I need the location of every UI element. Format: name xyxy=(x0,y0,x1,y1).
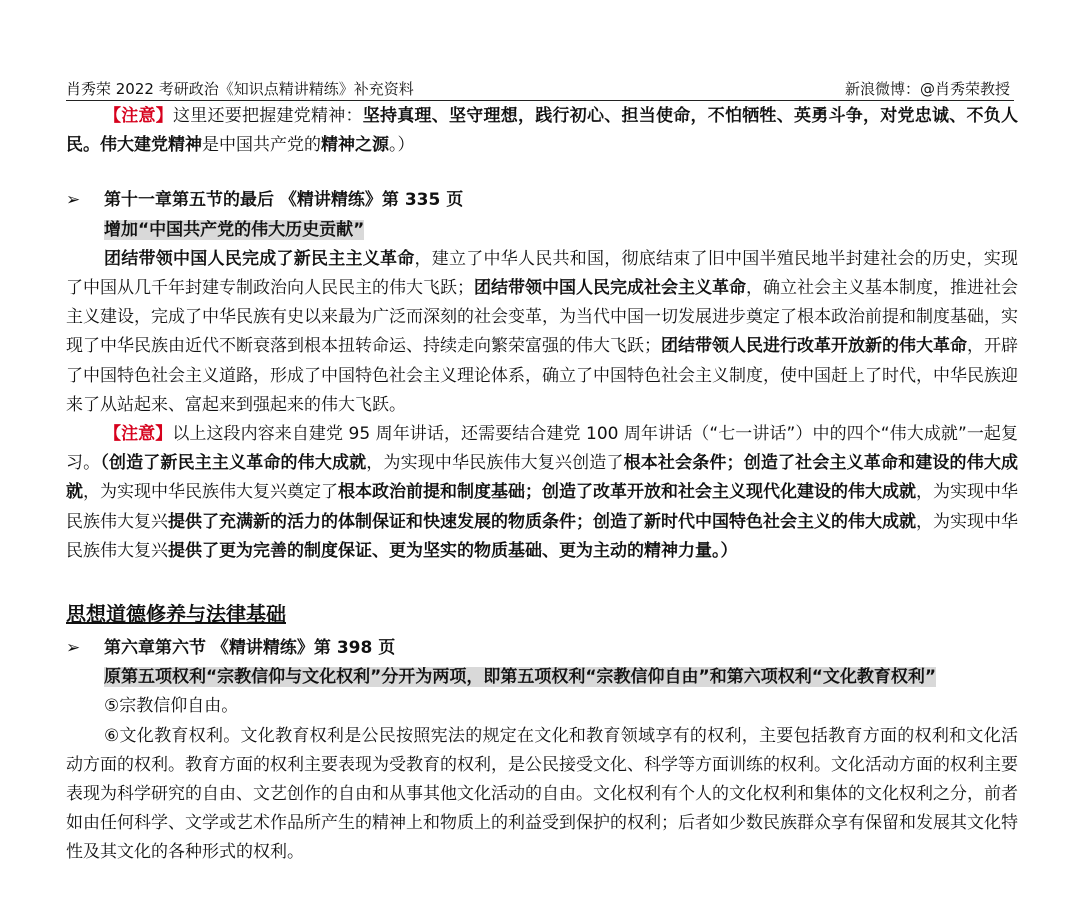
header-left-text: 肖秀荣 2022 考研政治《知识点精讲精练》补充资料 xyxy=(66,80,414,98)
list-item-5: ⑤宗教信仰自由。 xyxy=(104,696,239,717)
text: 以上这段内容来自建党 95 周年讲话，还需要结合建党 100 周年讲话（“七一讲话”）中的四个“伟大成就”一起复习。 xyxy=(66,424,1019,474)
note-paragraph-2 xyxy=(66,420,1018,566)
bold-text: 根本政治前提和制度基础；创造了改革开放和社会主义现代化建设的伟大成就 xyxy=(338,482,916,503)
page-header xyxy=(66,74,1014,101)
section-title: 思想道德修养与法律基础 xyxy=(66,602,286,627)
bold-text: 提供了更为完善的制度保证、更为坚实的物质基础、更为主动的精神力量。） xyxy=(168,540,738,561)
bold-text: （创造了新民主主义革命的伟大成就 xyxy=(100,453,367,474)
text: ，为实现中华民族伟大复兴 xyxy=(66,482,1018,532)
header-right-text: 新浪微博：@肖秀荣教授 xyxy=(844,80,1010,98)
arrow-bullet-icon: ➢ xyxy=(66,190,81,211)
arrow-bullet-icon: ➢ xyxy=(66,638,81,659)
text: ，开辟了中国特色社会主义道路，形成了中国特色社会主义理论体系，确立了中国特色社会主义制度，使中国赶上了时代，中华民族迎来了从站起来、富起来到强起来的伟大飞跃。 xyxy=(66,336,1018,415)
text: 是中国共产党的 xyxy=(202,135,321,156)
text: 这里还要把握建党精神： xyxy=(173,106,363,126)
bold-text: 提供了充满新的活力的体制保证和快速发展的物质条件；创造了新时代中国特色社会主义的伟大成就 xyxy=(168,511,916,532)
bullet-heading-2 xyxy=(66,634,1018,663)
body-paragraph-1 xyxy=(66,245,1018,420)
text: ，为实现中华民族伟大复兴 xyxy=(66,511,1018,561)
note-tag: 【注意】 xyxy=(104,424,173,445)
bullet-heading-1 xyxy=(66,186,1018,215)
text: 。） xyxy=(389,135,415,156)
bold-text: 团结带领中国人民完成了新民主主义革命 xyxy=(104,248,415,269)
bold-text: 团结带领人民进行改革开放新的伟大革命 xyxy=(661,336,967,357)
text: ，为实现中华民族伟大复兴创造了 xyxy=(366,453,624,474)
text: ，确立社会主义基本制度，推进社会主义建设，完成了中华民族有史以来最为广泛而深刻的社会变革，为当代中国一切发展进步奠定了根本政治前提和制度基础，实现了中华民族由近代不断衰落到根本扭转命运、持续走向繁荣富强的伟大飞跃； xyxy=(66,278,1018,357)
bold-text: 根本社会条件；创造了社会主义革命和建设的伟大成就 xyxy=(66,453,1019,503)
bullet-subtitle-1 xyxy=(66,216,1018,245)
bold-text: 精神之源 xyxy=(321,135,389,156)
highlighted-subtitle: 原第五项权利“宗教信仰与文化权利”分开为两项，即第五项权利“宗教信仰自由”和第六项权利“文化教育权利” xyxy=(104,667,937,688)
document-body xyxy=(66,102,1018,868)
note-tag: 【注意】 xyxy=(104,106,173,126)
bold-text: 坚持真理、坚守理想，践行初心、担当使命，不怕牺牲、英勇斗争，对党忠诚、不负人民。伟大建党精神 xyxy=(66,106,1018,156)
list-item-6: ⑥文化教育权利。文化教育权利是公民按照宪法的规定在文化和教育领域享有的权利，主要包括教育方面的权利和文化活动方面的权利。教育方面的权利主要表现为受教育的权利，是公民接受文化、科学等方面训练的权利。文化活动方面的权利主要表现为科学研究的自由、文艺创作的自由和从事其他文化活动的自由。文化权利有个人的文化权利和集体的文化权利之分，前者如由任何科学、文学或艺术作品所产生的精神上和物质上的利益受到保护的权利；后者如少数民族群众享有保留和发展其文化特性及其文化的各种形式的权利。 xyxy=(66,725,1018,863)
highlighted-subtitle: 增加“中国共产党的伟大历史贡献” xyxy=(104,219,365,240)
note-paragraph-1 xyxy=(66,102,1018,160)
bold-text: 团结带领中国人民完成社会主义革命 xyxy=(474,278,746,299)
bullet-title: 第六章第六节 《精讲精练》第 398 页 xyxy=(104,638,396,659)
text: ，为实现中华民族伟大复兴奠定了 xyxy=(83,482,338,503)
bullet-title: 第十一章第五节的最后 《精讲精练》第 335 页 xyxy=(104,190,464,211)
bullet-subtitle-2 xyxy=(66,663,1018,692)
text: ，建立了中华人民共和国，彻底结束了旧中国半殖民地半封建社会的历史，实现了中国从几千年封建专制政治向人民民主的伟大飞跃； xyxy=(66,248,1018,299)
